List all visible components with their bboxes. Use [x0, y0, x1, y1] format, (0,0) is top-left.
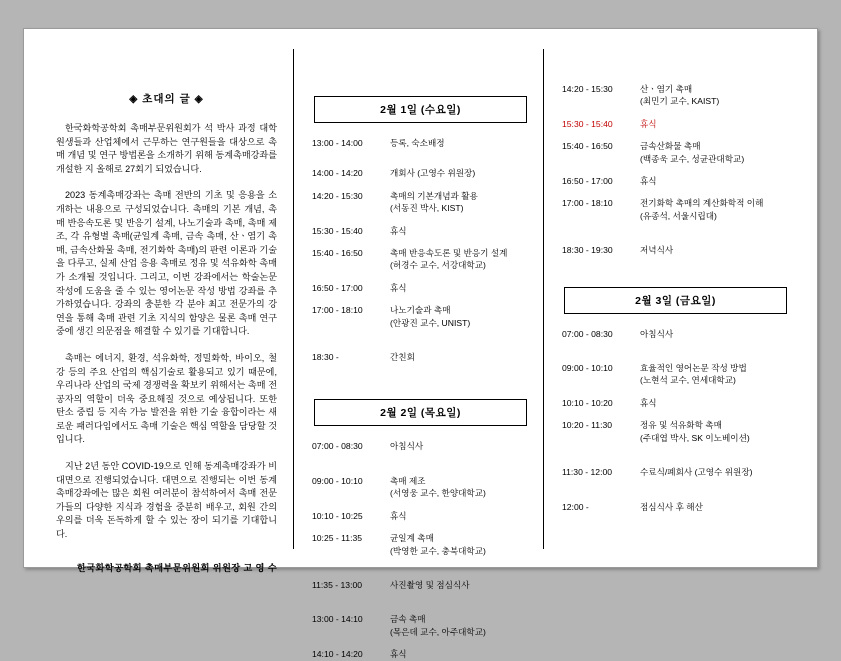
schedule-title: 점심식사 후 해산: [640, 501, 703, 512]
schedule-desc: [390, 167, 533, 179]
schedule-desc: [390, 613, 533, 638]
schedule-desc: [640, 501, 793, 513]
schedule-title: 휴식: [640, 118, 657, 129]
schedule-row: [562, 397, 793, 409]
schedule-desc: [390, 225, 533, 237]
schedule-time: 14:20 - 15:30: [312, 190, 363, 201]
schedule-desc: [640, 175, 793, 187]
schedule-time: 11:30 - 12:00: [562, 467, 613, 478]
schedule-row: [562, 328, 793, 340]
schedule-time: 09:00 - 10:10: [312, 475, 363, 486]
schedule-time: 17:00 - 18:10: [312, 305, 363, 316]
schedule-title: 수료식/폐회사 (고영수 위원장): [640, 467, 753, 478]
schedule-title: 휴식: [390, 510, 407, 521]
column-spacer: [562, 49, 793, 83]
schedule-row: [312, 167, 533, 179]
schedule-desc: [640, 140, 793, 165]
schedule-desc: [640, 244, 793, 256]
schedule-title: 나노기술과 촉매: [390, 305, 451, 316]
schedule-time: 10:25 - 11:35: [312, 533, 363, 544]
schedule-speaker: (최민기 교수, KAIST): [640, 96, 720, 107]
schedule-time: 16:50 - 17:00: [562, 176, 613, 187]
schedule-title: 휴식: [390, 649, 407, 660]
invitation-paragraph: 한국화학공학회 촉매부문위원회가 석 박사 과정 대학원생들과 산업체에서 근무하는 연구원들을 대상으로 촉매 개념 및 연구 방법론을 소개하기 위해 동계촉매강좌를 개설한 지 올해로 27회기 되었습니다.: [56, 123, 277, 174]
schedule-row: [312, 190, 533, 215]
schedule-title: 간친회: [390, 352, 415, 363]
schedule-column-1: [294, 49, 544, 660]
schedule-title: 금속산화물 촉매: [640, 141, 701, 152]
schedule-time: 18:30 - 19:30: [562, 245, 613, 256]
schedule-title: 효율적인 영어논문 작성 방법: [640, 363, 747, 374]
schedule-speaker: (안광진 교수, UNIST): [390, 317, 471, 328]
schedule-row: [562, 419, 793, 444]
schedule-time: 14:00 - 14:20: [312, 168, 363, 179]
schedule-time: 14:10 - 14:20: [312, 649, 363, 660]
schedule-desc: [390, 579, 533, 591]
schedule-title: 사진촬영 및 점심식사: [390, 579, 470, 590]
schedule-title: 산ㆍ염기 촉매: [640, 84, 693, 94]
schedule-speaker: (서동진 박사, KIST): [390, 203, 464, 214]
schedule-row: [562, 197, 793, 222]
invitation-paragraph: 지난 2년 동안 COVID-19으로 인해 동계촉매강좌가 비대면으로 진행되었습니다. 대면으로 진행되는 이번 동계촉매강좌에는 많은 회원 여러분이 참석하여서 촉매 전문가들의 다양한 지식과 경험을 중분히 배우고, 회원 간의 우의를 더욱 돈독하게 할 수 있는 장이 되기를 기대합니다.: [56, 461, 277, 540]
schedule-time: 13:00 - 14:00: [312, 138, 363, 148]
schedule-desc: [390, 247, 533, 272]
schedule-speaker: (서영웅 교수, 한양대학교): [390, 488, 486, 499]
schedule-row: [312, 579, 533, 591]
invitation-title: ◈ 초대의 글 ◈: [129, 93, 204, 105]
schedule-row: [312, 137, 533, 149]
schedule-speaker: (백종욱 교수, 성균관대학교): [640, 153, 745, 164]
schedule-desc: [640, 419, 793, 444]
schedule-list-feb1: [312, 137, 533, 363]
invitation-column: [44, 49, 294, 573]
schedule-row: [562, 362, 793, 387]
schedule-desc: [390, 532, 533, 557]
schedule-time: 14:20 - 15:30: [562, 84, 613, 94]
schedule-row: [312, 225, 533, 237]
schedule-title: 전기화학 촉매의 계산화학적 이해: [640, 198, 764, 209]
document-columns: [44, 49, 799, 660]
schedule-desc: [390, 648, 533, 660]
schedule-title: 균일계 촉매: [390, 533, 434, 544]
schedule-time: 15:30 - 15:40: [312, 225, 363, 236]
schedule-title: 금속 촉매: [390, 614, 426, 625]
schedule-row: [312, 475, 533, 500]
schedule-row: [312, 247, 533, 272]
schedule-title: 휴식: [640, 176, 657, 187]
schedule-title: 저녁식사: [640, 245, 674, 256]
schedule-time: 15:40 - 16:50: [562, 141, 613, 152]
schedule-title: 촉매의 기본개념과 활용: [390, 190, 478, 201]
schedule-desc: [640, 466, 793, 478]
schedule-title: 개회사 (고영수 위원장): [390, 168, 476, 179]
schedule-desc: [390, 440, 533, 452]
schedule-row: [562, 501, 793, 513]
schedule-title: 등록, 숙소배정: [390, 138, 445, 148]
schedule-row: [312, 510, 533, 522]
schedule-speaker: (주대엽 박사, SK 이노베이션): [640, 432, 750, 443]
schedule-desc: [390, 137, 533, 149]
schedule-title: 아침식사: [640, 328, 674, 339]
schedule-title: 휴식: [390, 282, 407, 293]
day-header-feb2: 2월 2일 (목요일): [314, 399, 527, 426]
schedule-row: [562, 83, 793, 108]
schedule-row: [562, 140, 793, 165]
schedule-title: 촉매 제조: [390, 475, 426, 486]
schedule-row: [312, 304, 533, 329]
schedule-desc: [390, 351, 533, 363]
schedule-title: 촉매 반응속도론 및 반응기 설계: [390, 248, 508, 259]
schedule-time: 11:35 - 13:00: [312, 579, 363, 590]
invitation-paragraph: 2023 동계촉매강좌는 촉매 전반의 기초 및 응용을 소개하는 내용으로 구성되었습니다. 촉매의 기본 개념, 촉매 반응속도론 및 반응기 설계, 나노기술과 촉매, 촉매 제조, 각 유형별 촉매(균일계 촉매, 금속 촉매, 산ㆍ염기 촉매, 금속산화물 촉매, 전기화학 촉매)의 판련 이론과 기술을 다루고, 실제 산업 응용 촉매로 정유 및 석유화학 촉매가 소개될 것입니다. 그리고, 이번 강좌에서는 학술논문 작성에 도움을 줄 수 있는 영어논문 작성 방법 강좌를 추가하였습니다. 강좌의 충분한 각 분야 최고 전문가의 강연을 통해 촉매 관련 기초 지식의 함양은 물론 촉매 연구 중에 생긴 의문점을 해결할 수 있기를 기대합니다.: [56, 190, 277, 337]
schedule-title: 아침식사: [390, 441, 424, 452]
schedule-list-feb3: [562, 328, 793, 513]
schedule-desc: [640, 328, 793, 340]
invitation-signature: 한국화학공학회 촉매부문위원회 위원장 고 영 수: [76, 562, 277, 573]
schedule-row: [562, 118, 793, 130]
schedule-row: [312, 532, 533, 557]
schedule-time: 10:10 - 10:25: [312, 510, 363, 521]
schedule-title: 휴식: [640, 397, 657, 408]
schedule-speaker: (박영한 교수, 충북대학교): [390, 545, 486, 556]
schedule-time: 17:00 - 18:10: [562, 198, 613, 209]
schedule-title: 휴식: [390, 225, 407, 236]
schedule-time: 18:30 -: [312, 352, 339, 363]
schedule-time: 12:00 -: [562, 501, 589, 512]
document-page: [23, 28, 818, 660]
day-header-feb3: 2월 3일 (금요일): [564, 287, 787, 314]
schedule-title: 정유 및 석유화학 촉매: [640, 420, 722, 431]
schedule-time: 15:40 - 16:50: [312, 248, 363, 259]
schedule-speaker: (유종석, 서울시립대): [640, 210, 717, 221]
schedule-time: 07:00 - 08:30: [562, 328, 613, 339]
schedule-desc: [640, 83, 793, 108]
schedule-desc: [390, 304, 533, 329]
schedule-column-2: [544, 49, 799, 549]
schedule-time: 15:30 - 15:40: [562, 118, 613, 129]
schedule-desc: [640, 397, 793, 409]
schedule-desc: [390, 190, 533, 215]
schedule-row: [562, 466, 793, 478]
schedule-desc: [390, 510, 533, 522]
schedule-desc: [390, 282, 533, 294]
schedule-row: [562, 244, 793, 256]
invitation-paragraph: 촉매는 에너지, 환경, 석유화학, 정밀화학, 바이오, 철강 등의 주요 산업의 핵심기술로 활용되고 있기 때문에, 우리나라 산업의 국제 경쟁력을 확보키 위해서는 촉매 전공자의 역할이 더욱 중요해질 것으로 예상됩니다. 또한 탄소 중립 등 지속 가능 발전을 위한 기술 융합이라는 새로운 패러다임에서도 촉매 기술은 핵심 역할을 담당할 것입니다.: [56, 352, 277, 445]
schedule-desc: [390, 475, 533, 500]
schedule-row: [312, 351, 533, 363]
schedule-desc: [640, 362, 793, 387]
schedule-desc: [640, 197, 793, 222]
schedule-row: [312, 282, 533, 294]
schedule-list-feb2-continued: [562, 83, 793, 257]
schedule-time: 07:00 - 08:30: [312, 441, 363, 452]
schedule-desc: [640, 118, 793, 130]
schedule-row: [312, 613, 533, 638]
schedule-row: [312, 648, 533, 660]
schedule-time: 16:50 - 17:00: [312, 282, 363, 293]
schedule-time: 09:00 - 10:10: [562, 363, 613, 374]
column-spacer: [562, 267, 793, 287]
schedule-speaker: (노현석 교수, 연세대학교): [640, 375, 736, 386]
schedule-row: [562, 175, 793, 187]
schedule-row: [312, 440, 533, 452]
schedule-time: 10:10 - 10:20: [562, 397, 613, 408]
schedule-speaker: (허경수 교수, 서강대학교): [390, 260, 486, 271]
column-spacer: [312, 373, 533, 399]
schedule-time: 10:20 - 11:30: [562, 420, 613, 431]
day-header-feb1: 2월 1일 (수요일): [314, 96, 527, 123]
schedule-speaker: (목은데 교수, 아주대학교): [390, 626, 486, 637]
schedule-time: 13:00 - 14:10: [312, 614, 363, 625]
schedule-list-feb2: [312, 440, 533, 660]
